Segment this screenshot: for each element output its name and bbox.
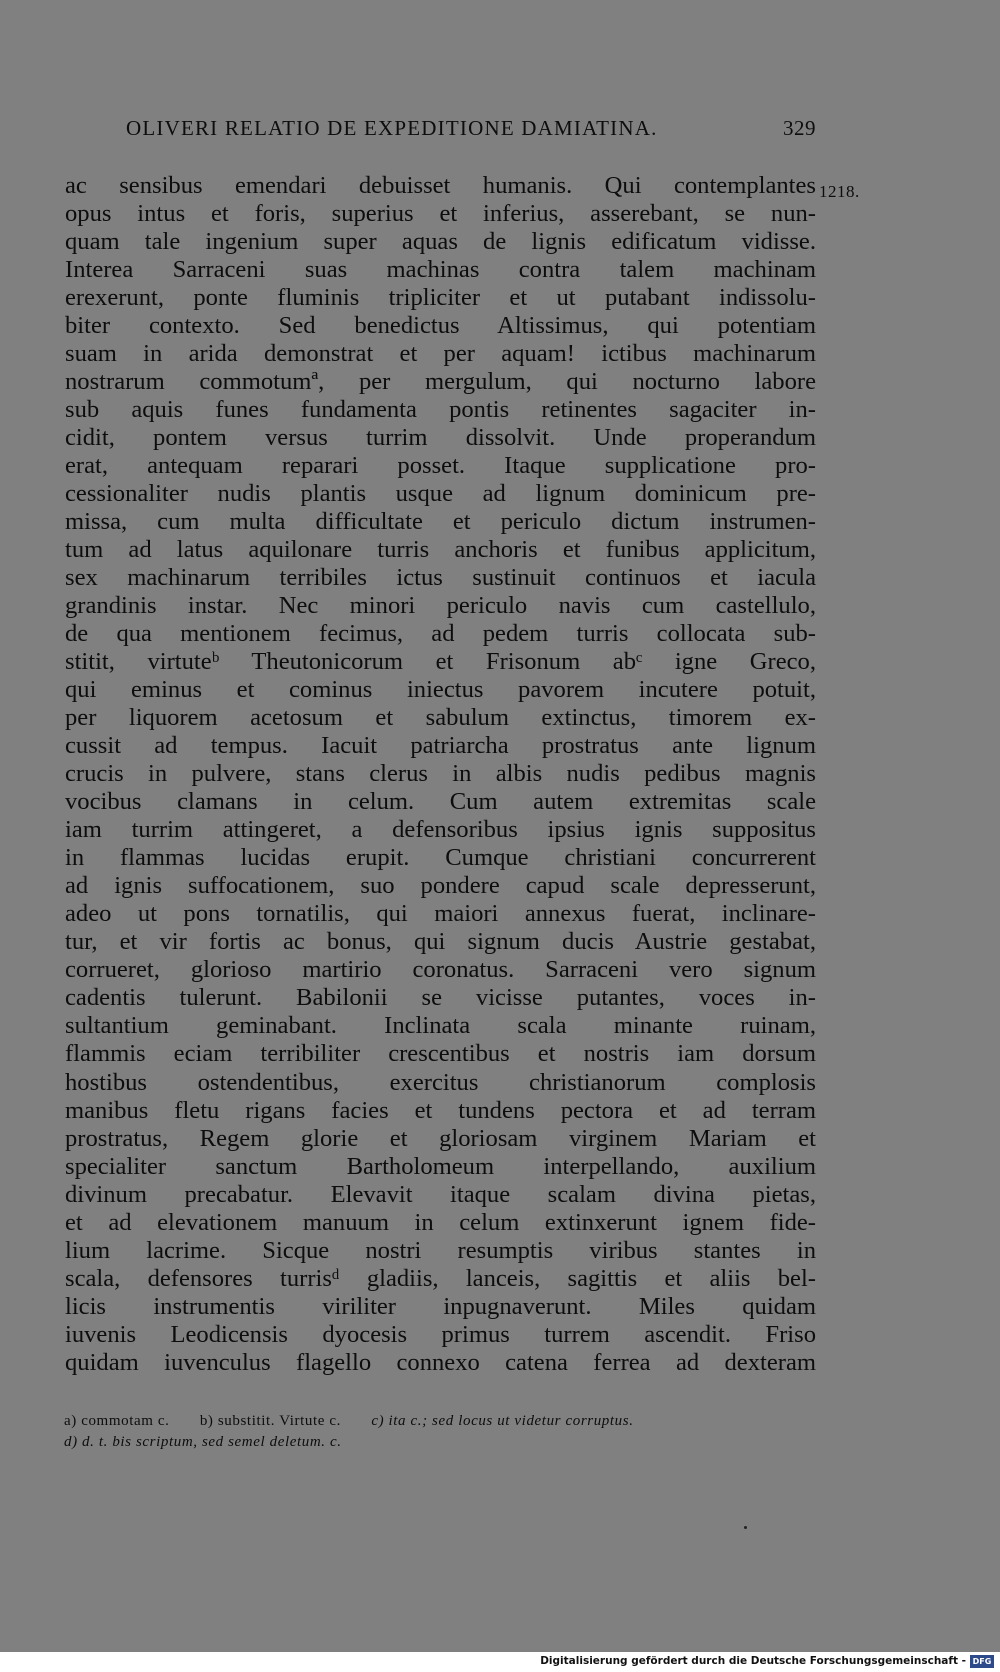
- page-number: 329: [783, 116, 816, 140]
- text-line: stitit, virtuteᵇ Theutonicorum et Frisonum abᶜ igne Greco,: [65, 648, 816, 676]
- text-line: sex machinarum terribiles ictus sustinuit continuos et iacula: [65, 564, 816, 592]
- text-line: tum ad latus aquilonare turris anchoris et funibus applicitum,: [65, 536, 816, 564]
- text-line: iam turrim attingeret, a defensoribus ipsius ignis suppositus: [65, 816, 816, 844]
- text-line: cidit, pontem versus turrim dissolvit. Unde properandum: [65, 424, 816, 452]
- text-line: erat, antequam reparari posset. Itaque supplicatione pro-: [65, 452, 816, 480]
- text-line: grandinis instar. Nec minori periculo navis cum castellulo,: [65, 592, 816, 620]
- footnote-d: d) d. t. bis scriptum, sed semel deletum. c.: [64, 1434, 342, 1450]
- text-line: specialiter sanctum Bartholomeum interpellando, auxilium: [65, 1152, 816, 1180]
- text-line: scala, defensores turrisᵈ gladiis, lanceis, sagittis et aliis bel-: [65, 1264, 816, 1292]
- text-line: quidam iuvenculus flagello connexo catena ferrea ad dexteram: [65, 1348, 816, 1376]
- text-line: flammis eciam terribiliter crescentibus et nostris iam dorsum: [65, 1040, 816, 1068]
- footnote-a: a) commotam c.: [64, 1413, 170, 1429]
- text-line: missa, cum multa difficultate et periculo dictum instrumen-: [65, 508, 816, 536]
- text-line: crucis in pulvere, stans clerus in albis nudis pedibus magnis: [65, 760, 816, 788]
- footnote-line: [64, 1432, 824, 1453]
- text-line: cessionaliter nudis plantis usque ad lignum dominicum pre-: [65, 480, 816, 508]
- text-line: hostibus ostendentibus, exercitus christianorum complosis: [65, 1068, 816, 1096]
- text-line: per liquorem acetosum et sabulum extinctus, timorem ex-: [65, 704, 816, 732]
- text-line: vocibus clamans in celum. Cum autem extremitas scale: [65, 788, 816, 816]
- text-line: cadentis tulerunt. Babilonii se vicisse putantes, voces in-: [65, 984, 816, 1012]
- text-line: Interea Sarraceni suas machinas contra talem machinam: [65, 256, 816, 284]
- text-line: cussit ad tempus. Iacuit patriarcha prostratus ante lignum: [65, 732, 816, 760]
- running-title: OLIVERI RELATIO DE EXPEDITIONE DAMIATINA.: [126, 116, 658, 140]
- text-line: adeo ut pons tornatilis, qui maiori annexus fuerat, inclinare-: [65, 900, 816, 928]
- text-line: prostratus, Regem glorie et gloriosam virginem Mariam et: [65, 1124, 816, 1152]
- digitization-footer: [0, 1652, 1000, 1672]
- text-line: divinum precabatur. Elevavit itaque scalam divina pietas,: [65, 1180, 816, 1208]
- text-line: quam tale ingenium super aquas de lignis edificatum vidisse.: [65, 228, 816, 256]
- text-line: opus intus et foris, superius et inferius, asserebant, se nun-: [65, 200, 816, 228]
- dfg-logo: DFG: [970, 1655, 994, 1668]
- text-line: sub aquis funes fundamenta pontis retinentes sagaciter in-: [65, 396, 816, 424]
- text-line: de qua mentionem fecimus, ad pedem turris collocata sub-: [65, 620, 816, 648]
- text-line: qui eminus et cominus iniectus pavorem incutere potuit,: [65, 676, 816, 704]
- footnotes: [64, 1411, 824, 1453]
- text-line: in flammas lucidas erupit. Cumque christiani concurrerent: [65, 844, 816, 872]
- text-line: licis instrumentis viriliter inpugnaverunt. Miles quidam: [65, 1292, 816, 1320]
- footnote-c: c) ita c.; sed locus ut videtur corruptus.: [371, 1413, 634, 1429]
- text-line: corrueret, glorioso martirio coronatus. Sarraceni vero signum: [65, 956, 816, 984]
- body-text: [65, 172, 816, 1377]
- text-line: suam in arida demonstrat et per aquam! ictibus machinarum: [65, 340, 816, 368]
- margin-year-note: 1218.: [819, 182, 860, 201]
- text-line: erexerunt, ponte fluminis tripliciter et ut putabant indissolu-: [65, 284, 816, 312]
- text-line: ad ignis suffocationem, suo pondere capud scale depresserunt,: [65, 872, 816, 900]
- text-line: sultantium geminabant. Inclinata scala minante ruinam,: [65, 1012, 816, 1040]
- text-line: et ad elevationem manuum in celum extinxerunt ignem fide-: [65, 1208, 816, 1236]
- text-line: lium lacrime. Sicque nostri resumptis viribus stantes in: [65, 1236, 816, 1264]
- text-line: tur, et vir fortis ac bonus, qui signum ducis Austrie gestabat,: [65, 928, 816, 956]
- running-head: [64, 116, 816, 146]
- text-line: biter contexto. Sed benedictus Altissimus, qui potentiam: [65, 312, 816, 340]
- text-line: nostrarum commotumª, per mergulum, qui nocturno labore: [65, 368, 816, 396]
- stray-ink-mark: [744, 1526, 747, 1529]
- footnote-line: [64, 1411, 824, 1432]
- text-line: iuvenis Leodicensis dyocesis primus turrem ascendit. Friso: [65, 1320, 816, 1348]
- footer-credit: Digitalisierung gefördert durch die Deutsche Forschungsgemeinschaft -: [540, 1655, 966, 1667]
- text-line: ac sensibus emendari debuisset humanis. Qui contemplantes: [65, 172, 816, 199]
- text-line: manibus fletu rigans facies et tundens pectora et ad terram: [65, 1096, 816, 1124]
- footnote-b: b) substitit. Virtute c.: [199, 1413, 341, 1429]
